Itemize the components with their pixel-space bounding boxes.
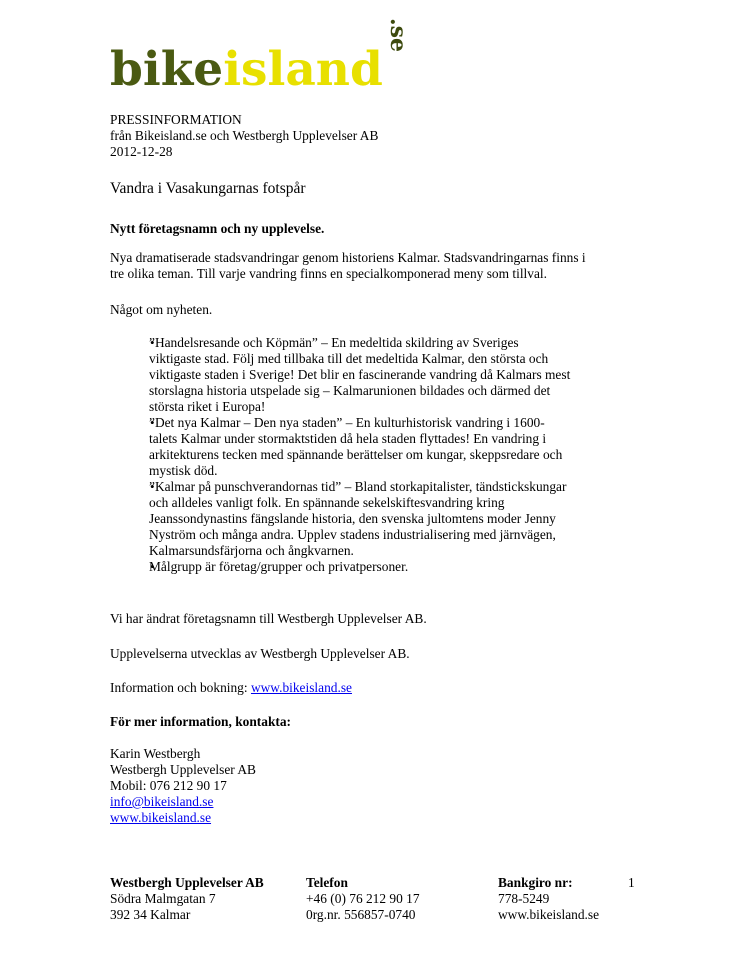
bikeisland-logo bbox=[110, 18, 421, 100]
news-lead: Något om nyheten. bbox=[110, 302, 213, 317]
list-item bbox=[110, 415, 645, 479]
footer-street: Södra Malmgatan 7 bbox=[110, 891, 216, 906]
footer-phone-label: Telefon bbox=[306, 875, 348, 890]
bullet-line: • Målgrupp är företag/grupper och privatpersoner. bbox=[149, 559, 409, 574]
bullet-line: storslagna historia utspelade sig – Kalmarunionen bildades och därmed det bbox=[149, 383, 551, 398]
booking-label: Information och bokning: bbox=[110, 680, 251, 695]
press-date: 2012-12-28 bbox=[110, 144, 173, 159]
contact-web-link[interactable]: www.bikeisland.se bbox=[110, 810, 212, 825]
intro-paragraph bbox=[110, 250, 586, 282]
subtitle: Nytt företagsnamn och ny upplevelse. bbox=[110, 221, 325, 236]
footer-bankgiro-label: Bankgiro nr: bbox=[498, 875, 573, 890]
intro-line: Nya dramatiserade stadsvandringar genom historiens Kalmar. Stadsvandringarnas finns i bbox=[110, 250, 586, 265]
development-paragraph: Upplevelserna utvecklas av Westbergh Upplevelser AB. bbox=[110, 646, 410, 661]
logo-bike-text: bike bbox=[110, 42, 224, 97]
footer-bank bbox=[498, 875, 599, 923]
press-label: PRESSINFORMATION bbox=[110, 112, 242, 127]
bullet-line: viktigaste stad. Följ med tillbaka till det medeltida Kalmar, den största och bbox=[149, 351, 549, 366]
footer-web: www.bikeisland.se bbox=[498, 907, 600, 922]
bullet-line: Nyström och många andra. Upplev stadens industrialisering med järnvägen, bbox=[149, 527, 556, 542]
bullet-list bbox=[110, 335, 645, 575]
bullet-line: • ”Det nya Kalmar – Den nya staden” – En kulturhistorisk vandring i 1600- bbox=[149, 415, 545, 430]
bullet-line: mystisk död. bbox=[149, 463, 218, 478]
press-header bbox=[110, 112, 378, 160]
logo-se-text: .se bbox=[384, 18, 411, 53]
contact-heading: För mer information, kontakta: bbox=[110, 714, 292, 729]
bullet-line: • ”Kalmar på punschverandornas tid” – Bland storkapitalister, tändstickskungar bbox=[149, 479, 567, 494]
press-from: från Bikeisland.se och Westbergh Upplevelser AB bbox=[110, 128, 379, 143]
list-item bbox=[110, 559, 645, 575]
page-title: Vandra i Vasakungarnas fotspår bbox=[110, 180, 306, 197]
contact-company: Westbergh Upplevelser AB bbox=[110, 762, 256, 777]
bullet-line: talets Kalmar under stormaktstiden då hela staden flyttades! En vandring i bbox=[149, 431, 547, 446]
company-name-paragraph: Vi har ändrat företagsnamn till Westbergh Upplevelser AB. bbox=[110, 611, 427, 626]
page-number: 1 bbox=[628, 875, 635, 890]
booking-link[interactable]: www.bikeisland.se bbox=[250, 680, 352, 695]
contact-block bbox=[110, 746, 256, 826]
list-item bbox=[110, 479, 645, 559]
booking-info bbox=[110, 680, 352, 696]
footer-company-name: Westbergh Upplevelser AB bbox=[110, 875, 264, 890]
contact-email-link[interactable]: info@bikeisland.se bbox=[110, 794, 214, 809]
bullet-line: och alldeles vanligt folk. En spännande sekelskiftesvandring kring bbox=[149, 495, 505, 510]
bullet-line: Jeanssondynastins fängslande historia, den svenska jultomtens moder Jenny bbox=[149, 511, 556, 526]
logo-island-text: island bbox=[223, 42, 383, 97]
contact-name: Karin Westbergh bbox=[110, 746, 201, 761]
bullet-line: arkitekturens tecken med spännande berättelser om kungar, skeppsredare och bbox=[149, 447, 563, 462]
bullet-line: största riket i Europa! bbox=[149, 399, 266, 414]
footer-phone-number: +46 (0) 76 212 90 17 bbox=[306, 891, 420, 906]
list-item bbox=[110, 335, 645, 415]
intro-line: tre olika teman. Till varje vandring finns en specialkomponerad meny som tillval. bbox=[110, 266, 547, 281]
bullet-line: viktigaste staden i Sverige! Det blir en fascinerande vandring då Kalmars mest bbox=[149, 367, 571, 382]
footer-bankgiro-number: 778-5249 bbox=[498, 891, 550, 906]
footer-org-number: 0rg.nr. 556857-0740 bbox=[306, 907, 416, 922]
contact-mobile: Mobil: 076 212 90 17 bbox=[110, 778, 227, 793]
bullet-line: Kalmarsundsfärjorna och ångkvarnen. bbox=[149, 543, 354, 558]
footer-phone bbox=[306, 875, 420, 923]
footer-city: 392 34 Kalmar bbox=[110, 907, 191, 922]
bullet-line: • ”Handelsresande och Köpmän” – En medeltida skildring av Sveriges bbox=[149, 335, 519, 350]
footer-company bbox=[110, 875, 264, 923]
